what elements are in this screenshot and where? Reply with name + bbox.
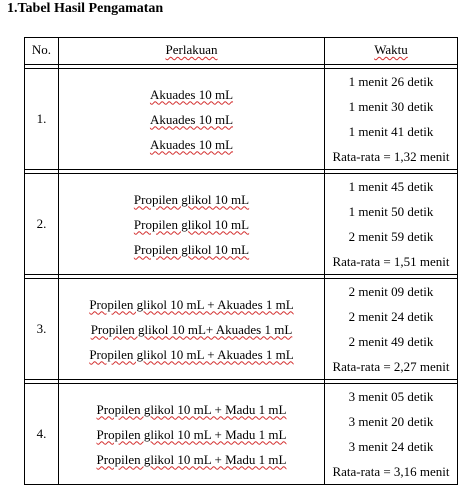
waktu-line: 2 menit 59 detik (348, 229, 434, 244)
row-number: 3. (25, 279, 59, 380)
perlakuan-cell (59, 279, 325, 380)
table-row (25, 279, 458, 380)
perlakuan-line: Propilen glikol 10 mL+ Akuades 1 mL (90, 321, 293, 337)
header-perlakuan: Perlakuan (59, 38, 325, 65)
waktu-line: 1 menit 26 detik (348, 74, 434, 89)
waktu-line: 1 menit 30 detik (348, 99, 434, 114)
perlakuan-cell (59, 384, 325, 485)
waktu-line: 1 menit 50 detik (348, 204, 434, 219)
row-number: 1. (25, 69, 59, 170)
perlakuan-line: Propilen glikol 10 mL (133, 216, 250, 232)
header-waktu: Waktu (325, 38, 458, 65)
observation-table (24, 37, 458, 485)
header-no: No. (25, 38, 59, 65)
waktu-cell (325, 384, 458, 485)
perlakuan-line: Akuades 10 mL (149, 86, 234, 102)
rata-rata-line: Rata-rata = 1,32 menit (332, 149, 450, 164)
waktu-line: 3 menit 05 detik (348, 389, 434, 404)
rata-rata-line: Rata-rata = 1,51 menit (332, 254, 450, 269)
rata-rata-line: Rata-rata = 3,16 menit (332, 464, 450, 479)
rata-rata-line: Rata-rata = 2,27 menit (332, 359, 450, 374)
waktu-cell (325, 174, 458, 275)
waktu-line: 2 menit 49 detik (348, 334, 434, 349)
perlakuan-line: Propilen glikol 10 mL + Akuades 1 mL (89, 296, 294, 312)
waktu-cell (325, 69, 458, 170)
perlakuan-line: Propilen glikol 10 mL (133, 191, 250, 207)
row-number: 2. (25, 174, 59, 275)
table-row (25, 174, 458, 275)
perlakuan-line: Propilen glikol 10 mL + Madu 1 mL (96, 401, 287, 417)
perlakuan-cell (59, 69, 325, 170)
waktu-cell (325, 279, 458, 380)
row-number: 4. (25, 384, 59, 485)
perlakuan-cell (59, 174, 325, 275)
waktu-line: 2 menit 09 detik (348, 284, 434, 299)
table-header-row (25, 38, 458, 65)
perlakuan-line: Akuades 10 mL (149, 136, 234, 152)
perlakuan-line: Propilen glikol 10 mL + Akuades 1 mL (89, 346, 294, 362)
waktu-line: 1 menit 45 detik (348, 179, 434, 194)
document-title: 1.Tabel Hasil Pengamatan (7, 1, 164, 16)
perlakuan-line: Akuades 10 mL (149, 111, 234, 127)
table-row (25, 69, 458, 170)
waktu-line: 2 menit 24 detik (348, 309, 434, 324)
perlakuan-line: Propilen glikol 10 mL + Madu 1 mL (96, 451, 287, 467)
waktu-line: 1 menit 41 detik (348, 124, 434, 139)
perlakuan-line: Propilen glikol 10 mL + Madu 1 mL (96, 426, 287, 442)
waktu-line: 3 menit 24 detik (348, 439, 434, 454)
waktu-line: 3 menit 20 detik (348, 414, 434, 429)
perlakuan-line: Propilen glikol 10 mL (133, 241, 250, 257)
table-row (25, 384, 458, 485)
